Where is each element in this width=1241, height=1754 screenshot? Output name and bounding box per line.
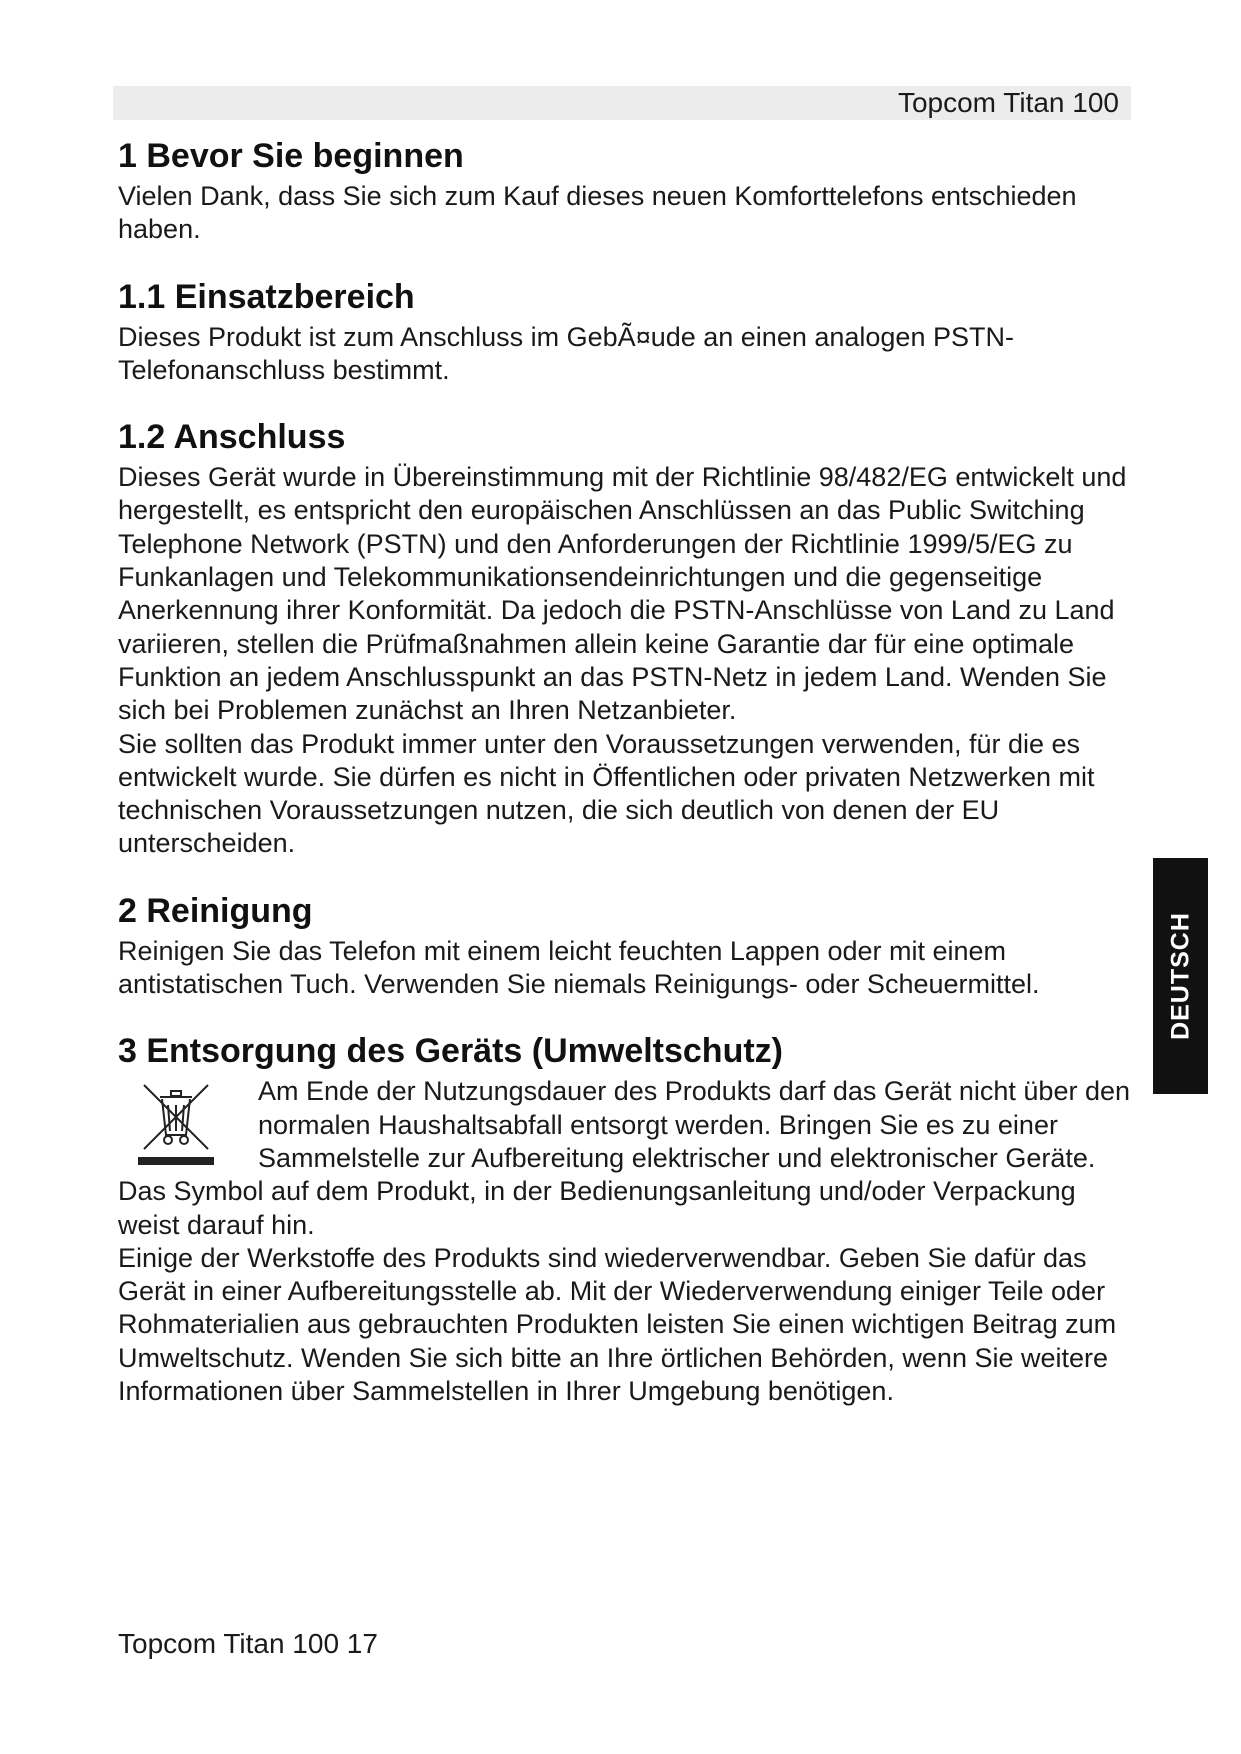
page-header [113, 86, 1131, 120]
section-text: Dieses Gerät wurde in Übereinstimmung mit der Richtlinie 98/482/EG entwickelt und hergestellt, es entspricht den europäischen Anschlüssen an das Public Switching Telephone Network (PSTN) und den Anforderungen der Richtlinie 1999/5/EG zu Funkanlagen und Telekommunikationsendeinrichtungen und die gegenseitige Anerkennung ihrer Konformität. Da jedoch die PSTN-Anschlüsse von Land zu Land variieren, stellen die Prüfmaßnahmen allein keine Garantie dar für eine optimale Funktion an jedem Anschlusspunkt an das PSTN-Netz in jedem Land. Wenden Sie sich bei Problemen zunächst an Ihren Netzanbieter. [118, 462, 1127, 726]
section-cleaning [118, 891, 1138, 1002]
language-tab-label: DEUTSCH [1166, 912, 1194, 1040]
section-intended-use [118, 277, 1138, 388]
language-tab [1153, 858, 1208, 1094]
crossed-out-wheelie-bin-icon [136, 1081, 216, 1171]
section-text-continued: Einige der Werkstoffe des Produkts sind wiederverwendbar. Geben Sie dafür das Gerät in einer Aufbereitungsstelle ab. Mit der Wiederverwendung einiger Teile oder Rohmaterialien aus gebrauchten Produkten leisten Sie einen wichtigen Beitrag zum Umweltschutz. Wenden Sie sich bitte an Ihre örtlichen Behörden, wenn Sie weitere Informationen über Sammelstellen in Ihrer Umgebung benötigen. [118, 1242, 1117, 1407]
section-heading: 3 Entsorgung des Geräts (Umweltschutz) [118, 1032, 783, 1071]
header-title: Topcom Titan 100 [897, 87, 1119, 118]
section-text: Vielen Dank, dass Sie sich zum Kauf dieses neuen Komforttelefons entschieden haben. [118, 181, 1077, 245]
section-text: Dieses Produkt ist zum Anschluss im GebÃ¤ude an einen analogen PSTN-Telefonanschluss bestimmt. [118, 321, 1014, 385]
section-heading: 2 Reinigung [118, 891, 313, 930]
section-disposal [118, 1031, 1138, 1408]
section-before-you-start [118, 136, 1138, 247]
section-text: Reinigen Sie das Telefon mit einem leicht feuchten Lappen oder mit einem antistatischen Tuch. Verwenden Sie niemals Reinigungs- oder Scheuermittel. [118, 935, 1040, 1000]
section-connection [118, 417, 1138, 861]
section-text-continued: Sie sollten das Produkt immer unter den Voraussetzungen verwenden, für die es entwickelt wurde. Sie dürfen es nicht in Öffentlichen oder privaten Netzwerken mit technischen Voraussetzungen nutzen, die sich deutlich von denen der EU unterscheiden. [118, 728, 1095, 859]
section-text: Am Ende der Nutzungsdauer des Produkts darf das Gerät nicht über den normalen Haushaltsabfall entsorgt werden. Bringen Sie es zu einer Sammelstelle zur Aufbereitung elektrischer und elektronischer Geräte. Das Symbol auf dem Produkt, in der Bedienungsanleitung und/oder Verpackung weist darauf hin. [118, 1076, 1131, 1240]
page-footer: Topcom Titan 100 17 [118, 1628, 378, 1659]
section-heading: 1 Bevor Sie beginnen [118, 137, 464, 175]
page-content [118, 136, 1138, 1438]
section-heading: 1.2 Anschluss [118, 418, 346, 457]
section-heading: 1.1 Einsatzbereich [118, 277, 415, 316]
disposal-text-with-icon [118, 1075, 1138, 1241]
